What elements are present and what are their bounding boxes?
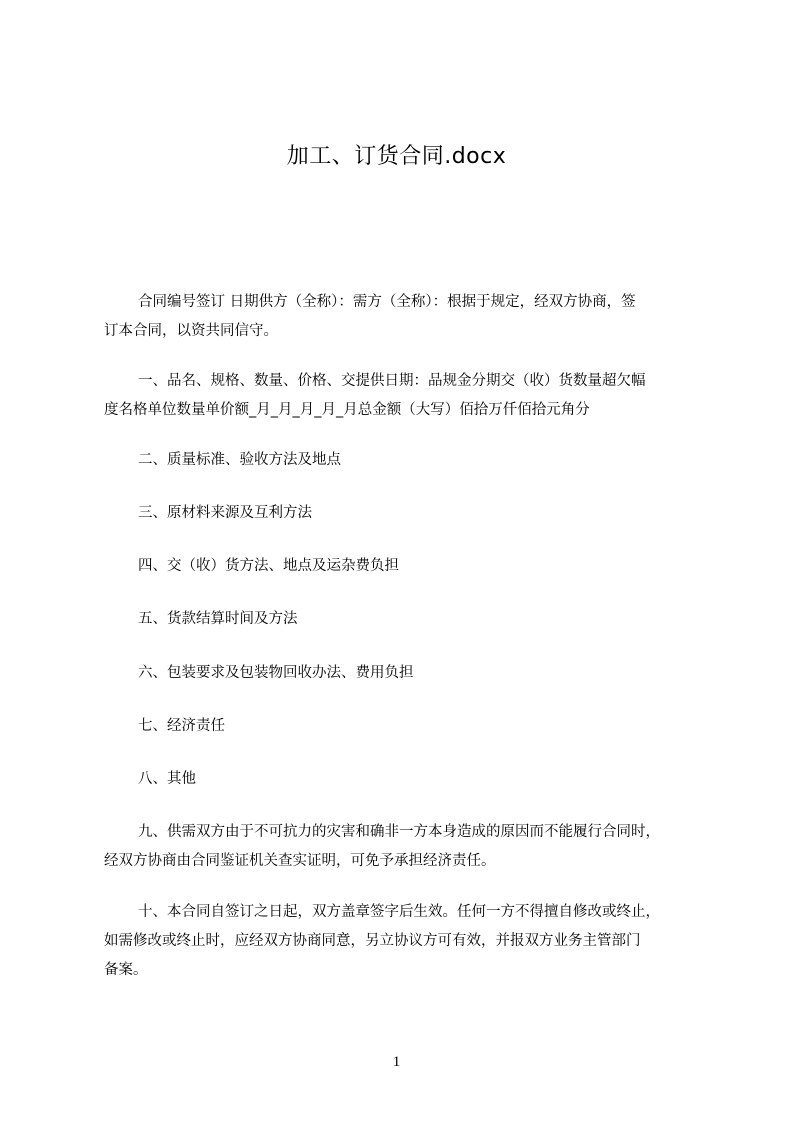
paragraph-clause-2 <box>104 446 694 475</box>
paragraph-clause-3 <box>104 499 694 528</box>
paragraph-clause-1 <box>104 367 694 425</box>
paragraph-line: 一、品名、规格、数量、价格、交提供日期：品规金分期交（收）货数量超欠幅 <box>138 373 646 389</box>
paragraph-line: 备案。 <box>104 962 148 978</box>
paragraph-line: 六、包装要求及包装物回收办法、费用负担 <box>138 665 414 681</box>
page-number: 1 <box>392 1054 401 1070</box>
paragraph-line: 二、质量标准、验收方法及地点 <box>138 452 341 468</box>
paragraph-line: 五、货款结算时间及方法 <box>138 611 298 627</box>
paragraph-clause-9 <box>104 818 694 876</box>
paragraph-clause-7 <box>104 712 694 741</box>
paragraph-line: 经双方协商由合同鉴证机关查实证明，可免予承担经济责任。 <box>104 853 496 869</box>
paragraph-clause-10 <box>104 898 694 985</box>
paragraph-clause-6 <box>104 659 694 688</box>
paragraph-clause-8 <box>104 765 694 794</box>
paragraph-clause-4 <box>104 552 694 581</box>
paragraph-line: 八、其他 <box>138 771 196 787</box>
paragraph-parties <box>104 288 694 346</box>
paragraph-clause-5 <box>104 605 694 634</box>
paragraph-line: 度名格单位数量单价额_月_月_月_月_月总金额（大写）佰拾万仟佰拾元角分 <box>104 402 590 418</box>
paragraph-line: 七、经济责任 <box>138 718 225 734</box>
paragraph-line: 订本合同，以资共同信守。 <box>104 323 278 339</box>
paragraph-line: 合同编号签订 日期供方（全称）：需方（全称）：根据于规定，经双方协商，签 <box>138 294 636 310</box>
paragraph-line: 十、本合同自签订之日起，双方盖章签字后生效。任何一方不得擅自修改或终止， <box>138 904 660 920</box>
document-title: 加工、订货合同.docx <box>286 144 507 169</box>
paragraph-line: 四、交（收）货方法、地点及运杂费负担 <box>138 558 399 574</box>
paragraph-line: 三、原材料来源及互利方法 <box>138 505 312 521</box>
paragraph-line: 九、供需双方由于不可抗力的灾害和确非一方本身造成的原因而不能履行合同时， <box>138 824 660 840</box>
paragraph-line: 如需修改或终止时，应经双方协商同意，另立协议方可有效，并报双方业务主管部门 <box>104 933 641 949</box>
